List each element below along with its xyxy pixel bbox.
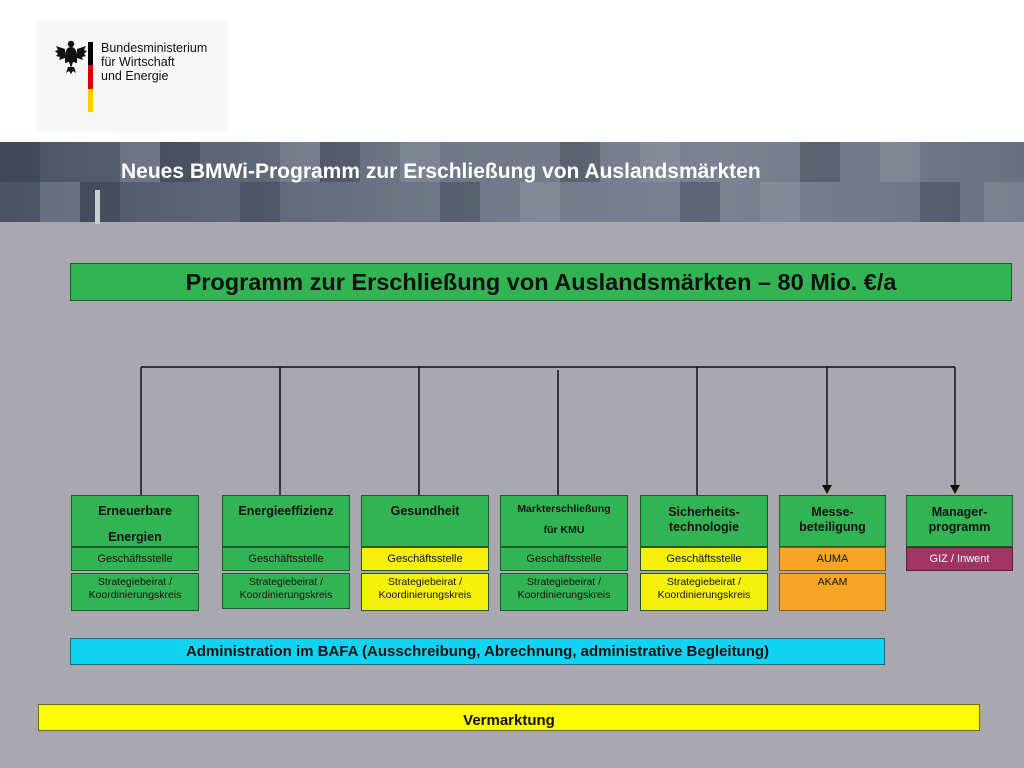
program-office: Geschäftsstelle [500,547,628,571]
program-title-box: Programm zur Erschließung von Auslandsmärkten – 80 Mio. €/a [70,263,1012,301]
program-office: AUMA [779,547,886,571]
administration-bafa-bar: Administration im BAFA (Ausschreibung, Abrechnung, administrative Begleitung) [70,638,885,665]
program-board: Strategiebeirat / Koordinierungskreis [500,573,628,611]
program-office: Geschäftsstelle [640,547,768,571]
program-markterschliessung-kmu: Markterschließung für KMU [500,495,628,547]
program-board: Strategiebeirat / Koordinierungskreis [222,573,350,609]
program-office: Geschäftsstelle [222,547,350,571]
ministry-name: Bundesministerium für Wirtschaft und Energie [101,41,208,83]
page-title: Neues BMWi-Programm zur Erschließung von Auslandsmärkten [121,160,761,183]
program-sicherheitstechnologie: Sicherheits- technologie [640,495,768,547]
program-office: Geschäftsstelle [361,547,489,571]
program-board: Strategiebeirat / Koordinierungskreis [640,573,768,611]
program-board: Strategiebeirat / Koordinierungskreis [361,573,489,611]
program-managerprogramm: Manager- programm [906,495,1013,547]
program-board: AKAM [779,573,886,611]
marketing-bar: Vermarktung [38,704,980,731]
program-office: Geschäftsstelle [71,547,199,571]
program-messebeteiligung: Messe- beteiligung [779,495,886,547]
program-energieeffizienz: Energieeffizienz [222,495,350,547]
program-gesundheit: Gesundheit [361,495,489,547]
program-board: Strategiebeirat / Koordinierungskreis [71,573,199,611]
program-office: GIZ / Inwent [906,547,1013,571]
program-erneuerbare-energien: Erneuerbare Energien [71,495,199,547]
